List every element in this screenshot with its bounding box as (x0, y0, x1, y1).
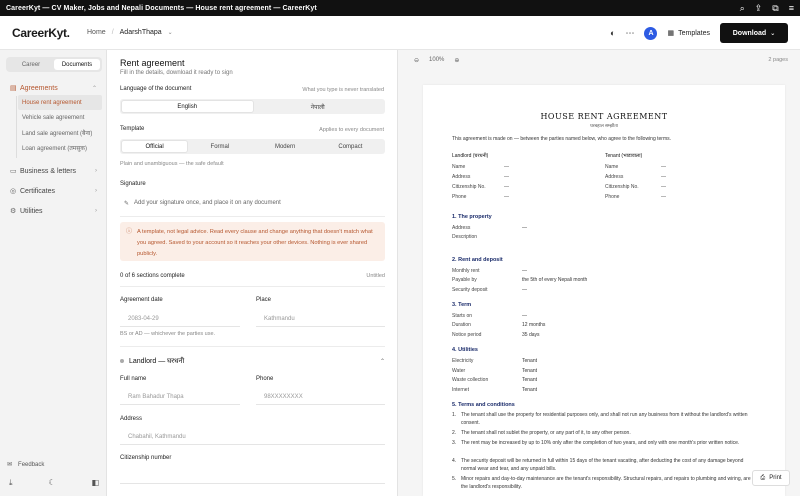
wrench-icon: ⚙ (10, 208, 17, 215)
chevron-down-icon[interactable]: ⌄ (167, 30, 173, 36)
rent-key: Security deposit (452, 287, 488, 293)
utility-key: Electricity (452, 358, 474, 364)
landlord-value: — (504, 174, 509, 180)
template-label: Template (120, 126, 145, 132)
term-text: The tenant shall use the property for residential purposes only, and shall not run any business from it without the landlord's written consent. (461, 412, 748, 426)
collapse-sidebar-icon[interactable]: ◧ (91, 478, 99, 487)
page-subtitle: Fill in the details, download it ready to sign (120, 70, 233, 76)
property-value: — (522, 225, 527, 231)
page-title: Rent agreement (120, 58, 185, 68)
term-key: Duration (452, 322, 471, 328)
download-label: Download (732, 29, 767, 37)
feedback-icon: ✉ (7, 462, 13, 468)
utility-value: Tenant (522, 387, 538, 393)
landlord-field: Name (452, 164, 466, 170)
chevron-up-icon: ⌃ (91, 85, 97, 92)
place-label: Place (256, 297, 272, 303)
document-title: HOUSE RENT AGREEMENT (540, 112, 668, 121)
extensions-icon[interactable]: ⧉ (772, 3, 779, 13)
template-formal[interactable]: Formal (210, 143, 230, 150)
section-heading: 2. Rent and deposit (452, 257, 503, 263)
section-heading: 4. Utilities (452, 347, 478, 353)
rent-value: — (522, 268, 527, 274)
divider (120, 216, 385, 217)
language-note: What you type is never translated (302, 87, 384, 93)
language-label: Language of the document (120, 86, 192, 92)
window-title: CareerKyt — CV Maker, Jobs and Nepali Documents — House rent agreement — CareerKyt (6, 4, 317, 12)
sidebar-subitem-loan[interactable]: Loan agreement (तमसुक) (22, 145, 88, 152)
form-panel (107, 50, 398, 496)
printer-icon: ⎙ (760, 474, 766, 481)
document-status: Untitled (366, 273, 385, 279)
tenant-value: — (661, 174, 666, 180)
property-key: Description (452, 234, 478, 240)
sidebar-item-business[interactable] (0, 161, 107, 181)
tab-career[interactable]: Career (21, 61, 41, 68)
chevron-right-icon: › (95, 168, 97, 174)
term-text: The tenant shall not sublet the property, or any part of it, to any other person. (461, 430, 631, 436)
full-name-label: Full name (120, 376, 147, 382)
template-compact[interactable]: Compact (338, 143, 363, 150)
chevron-right-icon: › (95, 208, 97, 214)
utility-key: Waste collection (452, 377, 489, 383)
utility-value: Tenant (522, 377, 538, 383)
landlord-value: — (504, 164, 509, 170)
full-name-input[interactable]: Ram Bahadur Thapa (120, 390, 240, 405)
term-clause: 5. Minor repairs and day-to-day maintenance are the tenant's responsibility. Structural repairs, and repairs to plumbing and wiring, are the landlord's responsibility. (452, 476, 756, 491)
warning-icon: ⓘ (126, 229, 133, 235)
landlord-field: Address (452, 174, 471, 180)
property-key: Address (452, 225, 471, 231)
sidebar-item-label: Utilities (20, 207, 43, 215)
certificate-icon: ◎ (10, 188, 17, 195)
palette-icon[interactable]: ◐ (610, 28, 616, 38)
breadcrumb-home[interactable]: Home (87, 29, 106, 36)
document-subtitle: घरबहाल सम्झौता (590, 123, 618, 128)
term-key: Notice period (452, 332, 482, 338)
term-text: Minor repairs and day-to-day maintenance are the tenant's responsibility. Structural repairs, and repairs to plumbing and wiring, are the landlord's responsibility. (461, 476, 751, 490)
divider (120, 346, 385, 347)
zoom-out-icon[interactable]: ⊖ (414, 57, 420, 64)
app-logo[interactable]: CareerKyt. (12, 26, 70, 40)
add-signature-button[interactable] (120, 196, 385, 210)
utility-value: Tenant (522, 358, 538, 364)
tenant-field: Name (605, 164, 619, 170)
agreement-date-label: Agreement date (120, 297, 163, 303)
sidebar-item-label: Business & letters (20, 167, 77, 175)
zoom-level: 100% (429, 57, 445, 63)
feedback-label: Feedback (18, 461, 45, 468)
template-hint: Plain and unambiguous — the safe default (120, 161, 224, 167)
section-heading: 5. Terms and conditions (452, 402, 515, 408)
breadcrumb-separator: / (111, 29, 114, 36)
window-titlebar (0, 0, 800, 16)
print-button[interactable] (752, 470, 790, 486)
template-switch (120, 139, 385, 154)
disclaimer-text: A template, not legal advice. Read every clause and change anything that doesn't match what you agreed. Saved to your account so it reaches your other devices. Nothing is ever shared publicly. (137, 229, 373, 257)
document-icon: ▤ (10, 85, 17, 92)
sidebar-subitem-vehicle-sale[interactable]: Vehicle sale agreement (22, 114, 85, 121)
sidebar-subtree-line (16, 96, 17, 158)
divider (120, 286, 385, 287)
progress-row (120, 273, 385, 279)
folder-icon: ▭ (10, 168, 17, 175)
signature-label: Signature (120, 181, 146, 187)
section-heading: 3. Term (452, 302, 472, 308)
landlord-value: — (504, 194, 509, 200)
sidebar-item-agreements[interactable] (0, 81, 107, 95)
section-title: Landlord — घरधनी (129, 357, 185, 365)
utility-value: Tenant (522, 368, 538, 374)
tab-documents[interactable]: Documents (54, 59, 100, 70)
sidebar-item-label: Agreements (20, 84, 58, 92)
place-input[interactable]: Kathmandu (256, 312, 385, 327)
tenant-value: — (661, 194, 666, 200)
utility-key: Water (452, 368, 466, 374)
preview-toolbar (398, 50, 800, 70)
document-page (423, 85, 785, 496)
document-intro: This agreement is made on — between the parties named below, who agree to the following terms. (452, 136, 672, 142)
term-value: — (522, 313, 527, 319)
language-nepali[interactable]: नेपाली (310, 104, 325, 111)
template-official[interactable]: Official (122, 141, 187, 152)
search-icon[interactable]: ⌕ (739, 3, 745, 13)
template-modern[interactable]: Modern (274, 143, 296, 150)
date-hint: BS or AD — whichever the parties use. (120, 331, 216, 337)
rent-key: Monthly rent (452, 268, 480, 274)
term-clause: 3. The rent may be increased by up to 10% only after the completion of two years, and only with one month's prior written notice. (452, 440, 756, 448)
menu-icon[interactable]: ≡ (788, 3, 794, 13)
language-english[interactable]: English (122, 101, 253, 112)
sidebar-subitem-house-rent[interactable]: House rent agreement (18, 95, 102, 110)
header-actions (610, 23, 788, 43)
term-text: The security deposit will be returned in full within 15 days of the tenant vacating, after deducting the cost of any damage beyond normal wear and tear, and any unpaid bills. (461, 458, 744, 472)
tenant-value: — (661, 184, 666, 190)
chevron-right-icon: › (95, 188, 97, 194)
utility-key: Internet (452, 387, 469, 393)
tenant-field: Phone (605, 194, 620, 200)
moon-icon[interactable]: ☾ (48, 478, 56, 487)
rent-value: — (522, 287, 527, 293)
progress-text: 0 of 6 sections complete (120, 273, 185, 279)
templates-button[interactable] (667, 29, 710, 37)
tenant-value: — (661, 164, 666, 170)
zoom-in-icon[interactable]: ⊕ (454, 57, 460, 64)
download-icon[interactable]: ⤓ (9, 478, 13, 487)
section-status-dot (120, 359, 124, 363)
term-key: Starts on (452, 313, 473, 319)
term-clause: 1. The tenant shall use the property for residential purposes only, and shall not run any business from it without the landlord's written consent. (452, 412, 756, 427)
tenant-field: Address (605, 174, 624, 180)
citizenship-input[interactable] (120, 469, 385, 484)
section-heading: 1. The property (452, 214, 492, 220)
templates-label: Templates (678, 29, 710, 37)
rent-key: Payable by (452, 277, 477, 283)
agreement-date-input[interactable]: 2083-04-29 (120, 312, 240, 327)
sidebar-item-utilities[interactable] (0, 201, 107, 221)
phone-input[interactable]: 98XXXXXXXX (256, 390, 385, 405)
window-controls (740, 2, 794, 14)
breadcrumb (87, 29, 173, 36)
term-text: The rent may be increased by up to 10% only after the completion of two years, and only with one month's prior written notice. (461, 440, 740, 446)
print-label: Print (769, 475, 782, 481)
share-icon[interactable]: ⇪ (754, 3, 763, 13)
preview-panel (398, 50, 800, 496)
app-header (0, 16, 800, 50)
landlord-field: Phone (452, 194, 467, 200)
chevron-up-icon: ⌃ (379, 358, 385, 365)
sidebar-tab-switch (6, 57, 102, 72)
tenant-heading: Tenant (भाडावाला) (605, 153, 643, 159)
sidebar-item-label: Certificates (20, 187, 56, 195)
avatar[interactable]: A (644, 27, 657, 40)
signature-cta: Add your signature once, and place it on any document (134, 200, 281, 206)
pen-icon: ✎ (124, 200, 130, 207)
address-input[interactable]: Chabahil, Kathmandu (120, 430, 385, 445)
tenant-field: Citizenship No. (605, 184, 639, 190)
template-note: Applies to every document (319, 127, 384, 133)
phone-label: Phone (256, 376, 274, 382)
term-value: 12 months (522, 322, 546, 328)
more-icon[interactable]: ⋯ (625, 27, 635, 38)
sidebar-item-certificates[interactable] (0, 181, 107, 201)
landlord-field: Citizenship No. (452, 184, 486, 190)
term-value: 35 days (522, 332, 540, 338)
disclaimer-banner (120, 222, 385, 261)
citizenship-label: Citizenship number (120, 455, 172, 461)
sidebar (0, 50, 107, 496)
feedback-link[interactable] (7, 461, 44, 468)
term-clause: 2. The tenant shall not sublet the property, or any part of it, to any other person. (452, 430, 756, 438)
download-button[interactable] (720, 23, 788, 43)
address-label: Address (120, 416, 143, 422)
language-switch (120, 99, 385, 114)
term-clause: 4. The security deposit will be returned in full within 15 days of the tenant vacating, after deducting the cost of any damage beyond normal wear and tear, and any unpaid bills. (452, 458, 756, 473)
section-landlord[interactable] (120, 355, 385, 367)
landlord-value: — (504, 184, 509, 190)
chevron-down-icon: ⌄ (770, 30, 776, 37)
breadcrumb-user[interactable]: AdarshThapa (119, 29, 162, 36)
templates-icon: ▦ (667, 30, 675, 37)
page-count: 2 pages (768, 57, 788, 63)
sidebar-subitem-land-sale[interactable]: Land sale agreement (बैना) (22, 130, 93, 137)
rent-value: the 5th of every Nepali month (522, 277, 588, 283)
landlord-heading: Landlord (घरधनी) (452, 153, 489, 159)
sidebar-footer (9, 478, 99, 488)
